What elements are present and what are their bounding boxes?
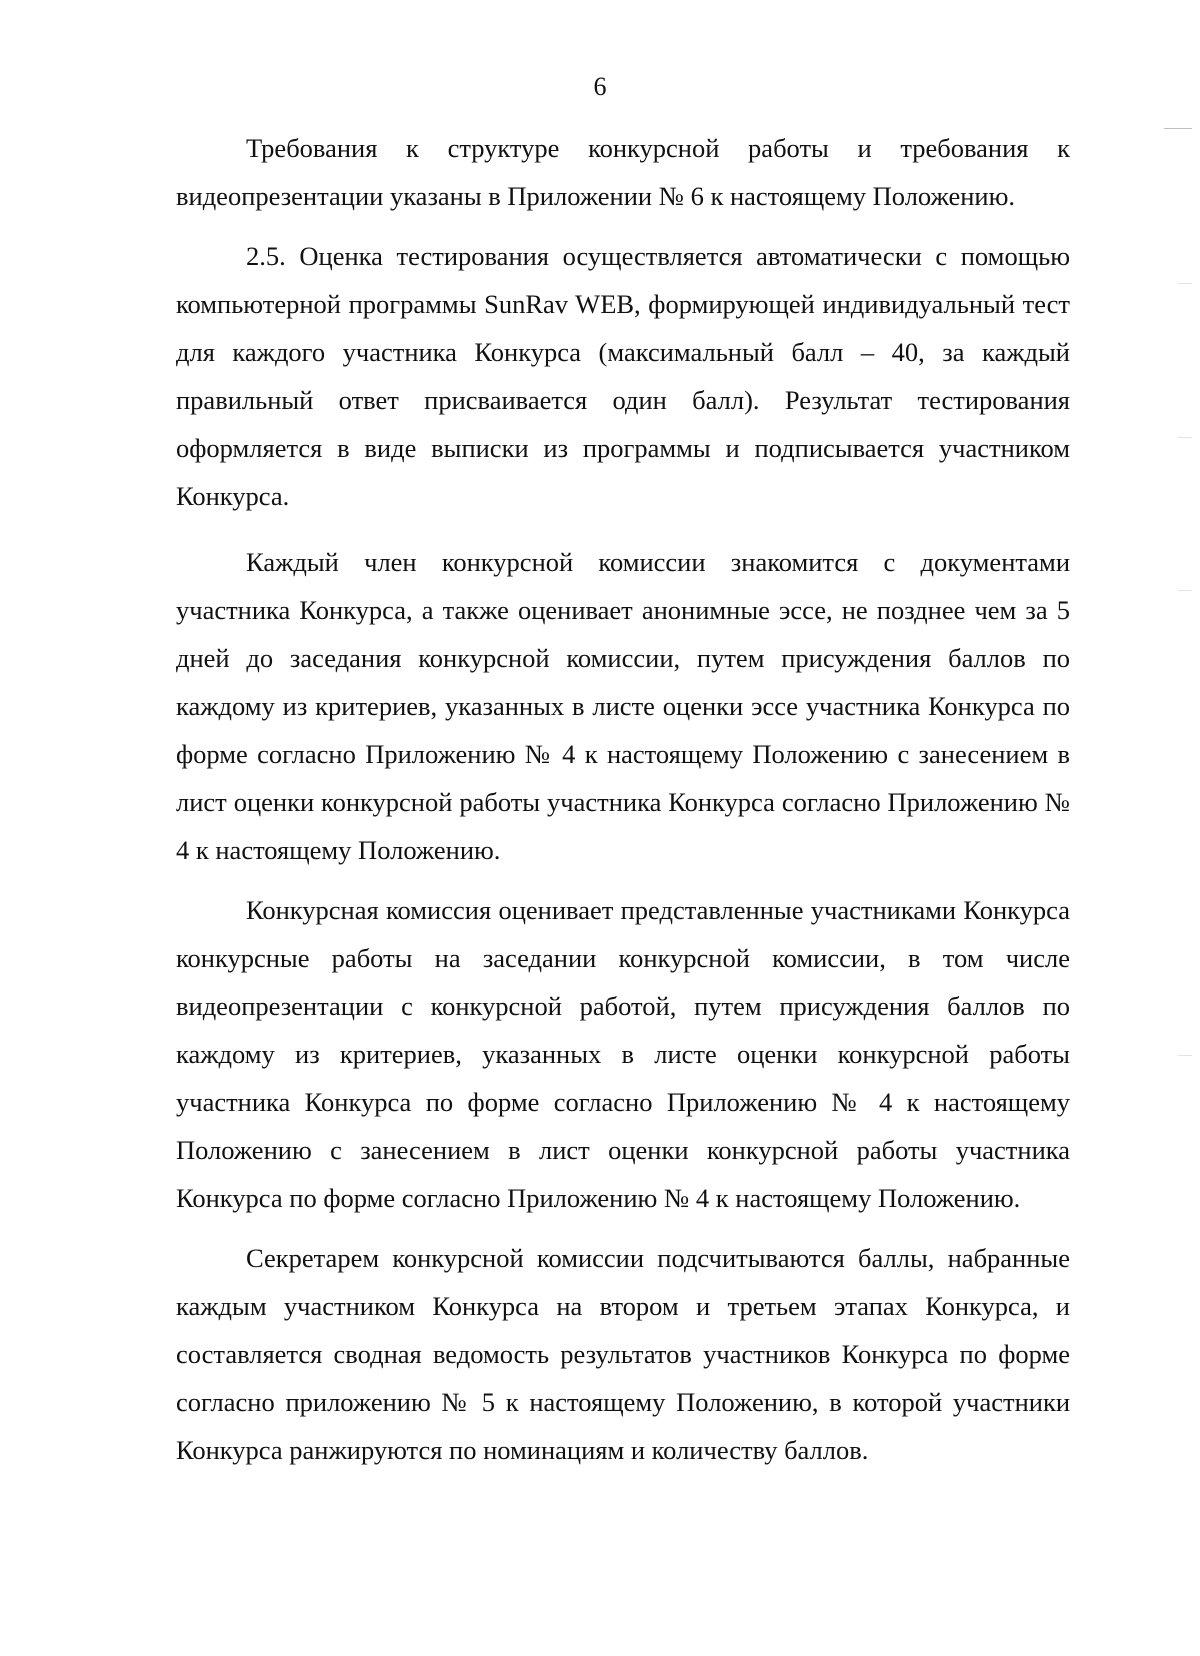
scan-mark (1178, 590, 1192, 591)
scan-mark (1178, 283, 1192, 284)
scan-mark (1164, 128, 1192, 129)
page-number: 6 (593, 72, 607, 101)
document-body (176, 124, 1070, 1474)
scan-mark (1178, 1055, 1192, 1056)
paragraph-essay-evaluation: Каждый член конкурсной комиссии знакомится с документами участника Конкурса, а также оценивает анонимные эссе, не позднее чем за 5 дней до заседания конкурсной комиссии, путем присуждения баллов по каждому из критериев, указанных в листе оценки эссе участника Конкурса по форме согласно Приложению № 4 к настоящему Положению с занесением в лист оценки конкурсной работы участника Конкурса согласно Приложению № 4 к настоящему Положению. (176, 547, 1070, 865)
scan-mark (1178, 437, 1192, 438)
paragraph-2-5-testing: 2.5. Оценка тестирования осуществляется автоматически с помощью компьютерной программы SunRav WEB, формирующей индивидуальный тест для каждого участника Конкурса (максимальный балл – 40, за каждый правильный ответ присваивается один балл). Результат тестирования оформляется в виде выписки из программы и подписывается участником Конкурса. (176, 241, 1070, 511)
paragraph-commission-evaluation: Конкурсная комиссия оценивает представленные участниками Конкурса конкурсные работы на заседании конкурсной комиссии, в том числе видеопрезентации с конкурсной работой, путем присуждения баллов по каждому из критериев, указанных в листе оценки конкурсной работы участника Конкурса по форме согласно Приложению № 4 к настоящему Положению с занесением в лист оценки конкурсной работы участника Конкурса по форме согласно Приложению № 4 к настоящему Положению. (176, 895, 1070, 1213)
paragraph-requirements: Требования к структуре конкурсной работы и требования к видеопрезентации указаны в Приложении № 6 к настоящему Положению. (176, 133, 1070, 211)
paragraph-secretary-summary: Секретарем конкурсной комиссии подсчитываются баллы, набранные каждым участником Конкурса на втором и третьем этапах Конкурса, и составляется сводная ведомость результатов участников Конкурса по форме согласно приложению № 5 к настоящему Положению, в которой участники Конкурса ранжируются по номинациям и количеству баллов. (176, 1243, 1070, 1465)
